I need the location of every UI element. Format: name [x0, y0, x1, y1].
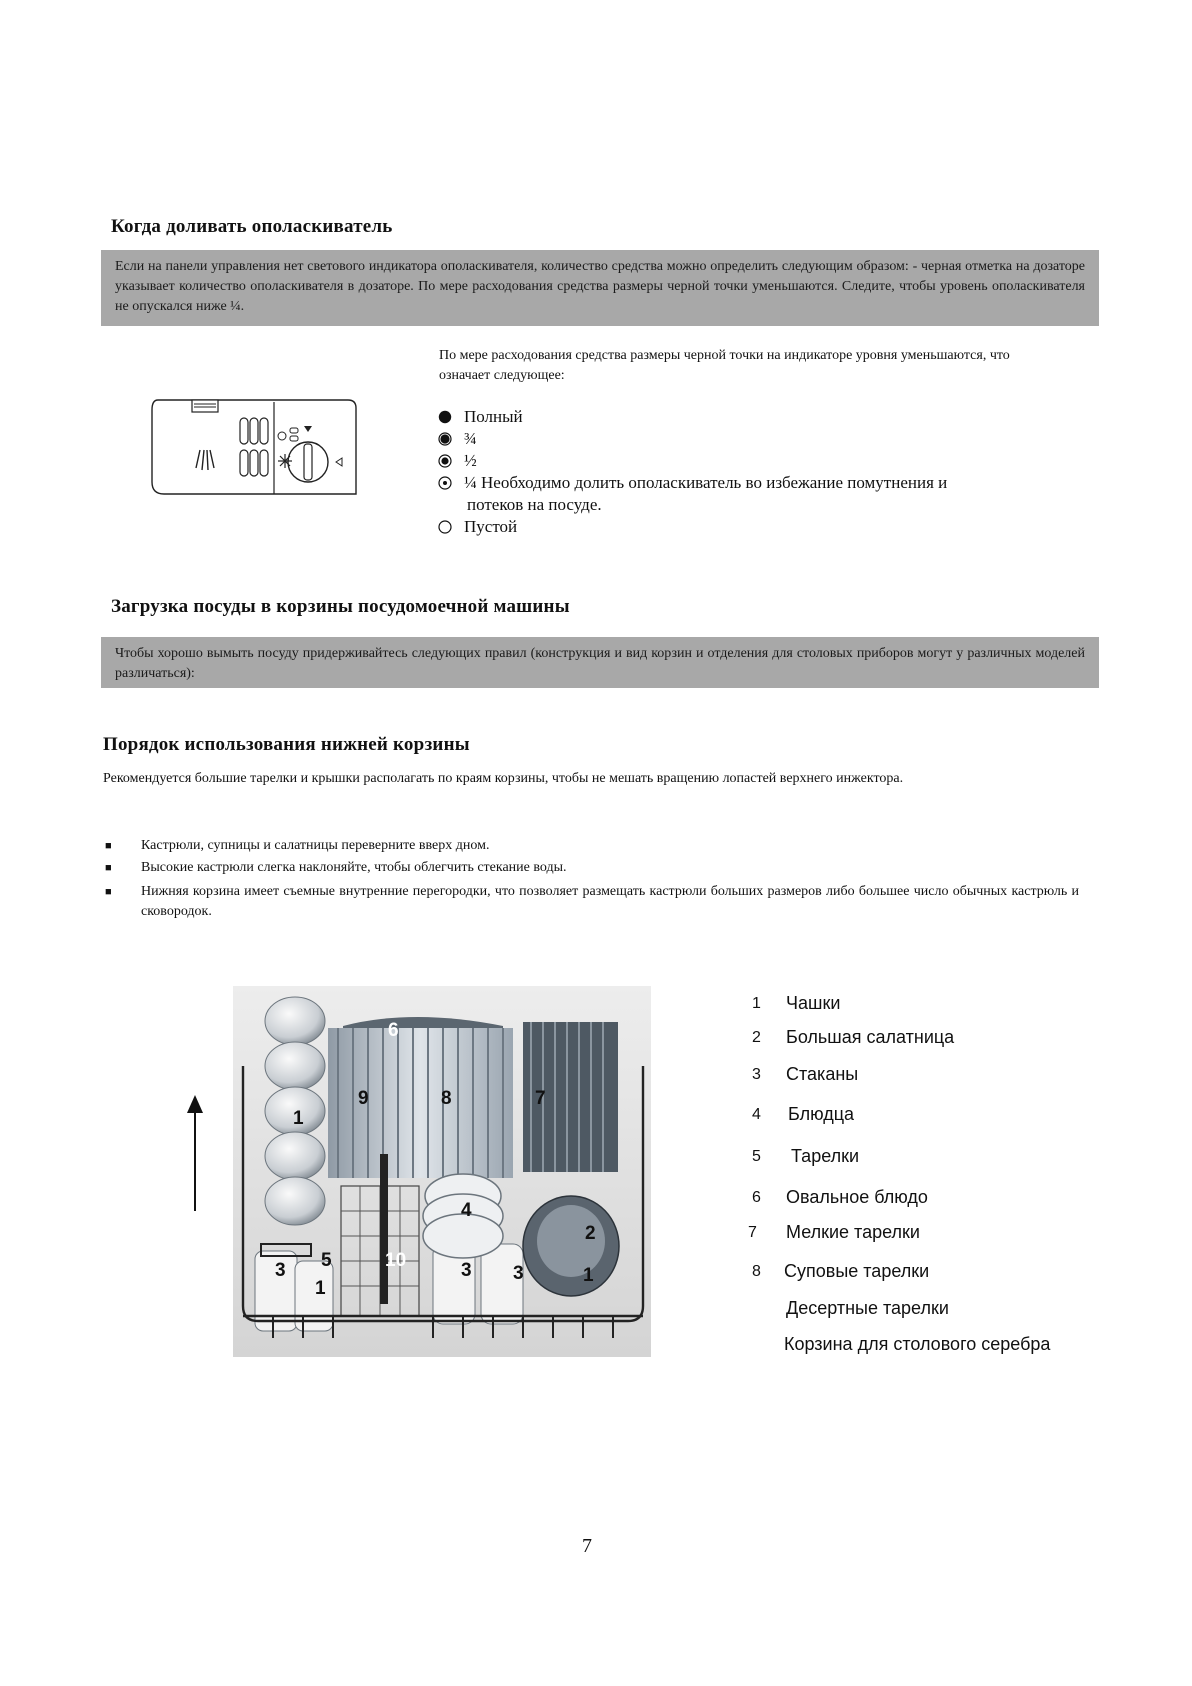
level-quarter [438, 472, 1078, 516]
dispenser-icon [150, 398, 360, 496]
level-label: ½ [464, 451, 477, 470]
bullet-item [103, 858, 1079, 878]
bullet-square-icon: ■ [105, 840, 112, 852]
info-text-loading: Чтобы хорошо вымыть посуду придерживайтесь следующих правил (конструкция и вид корзин и отделения для столовых приборов могут у различных моделей различаться): [115, 646, 1085, 681]
legend-item [752, 1146, 859, 1167]
level-half [438, 450, 1078, 472]
lower-basket-photo [233, 986, 651, 1357]
photo-label: 4 [461, 1200, 472, 1221]
bullet-square-icon: ■ [105, 862, 112, 874]
page-number: 7 [582, 1535, 592, 1557]
level-full [438, 406, 1078, 428]
photo-label: 6 [388, 1020, 399, 1041]
photo-label: 9 [358, 1088, 369, 1109]
legend-text: Суповые тарелки [784, 1261, 930, 1281]
photo-label: 3 [275, 1260, 286, 1281]
legend-item [752, 993, 840, 1014]
level-full-dot-icon [438, 410, 452, 424]
rinse-dispenser-diagram [150, 398, 360, 496]
photo-label: 3 [513, 1263, 524, 1284]
legend-number: 1 [752, 995, 761, 1012]
lower-basket-bullets [103, 836, 1079, 924]
legend-text: Корзина для столового серебра [784, 1334, 1051, 1354]
legend-number: 6 [752, 1189, 761, 1206]
bullet-square-icon: ■ [105, 886, 112, 898]
level-half-dot-icon [438, 454, 452, 468]
legend-text: Мелкие тарелки [786, 1222, 920, 1242]
legend-text: Овальное блюдо [786, 1187, 928, 1207]
legend-item [752, 1187, 928, 1208]
indicator-levels-list [438, 406, 1078, 538]
legend-item [748, 1222, 920, 1243]
legend-text: Десертные тарелки [786, 1298, 949, 1318]
level-quarter-dot-icon [438, 476, 452, 490]
legend-item [752, 1104, 854, 1125]
bullet-text: Высокие кастрюли слегка наклоняйте, чтобы облегчить стекание воды. [141, 860, 567, 875]
legend-number: 4 [752, 1106, 761, 1123]
legend-text: Стаканы [786, 1064, 859, 1084]
photo-label: 1 [583, 1265, 594, 1286]
bullet-item [103, 882, 1079, 922]
legend-text: Блюдца [788, 1104, 855, 1124]
up-arrow-icon [183, 1095, 207, 1213]
level-empty-dot-icon [438, 520, 452, 534]
level-label-continued: потеков на посуде. [467, 495, 602, 514]
level-empty [438, 516, 1078, 538]
level-label: ¾ [464, 429, 477, 448]
info-box-rinse-aid [101, 250, 1099, 326]
info-text-rinse-aid: Если на панели управления нет светового индикатора ополаскивателя, количество средства можно определить следующим образом: - черная отметка на дозаторе указывает количество ополаскивателя в дозаторе. По мере расходования средства размеры черной точки уменьшаются. Следите, чтобы уровень ополаскивателя не опускался ниже ¼. [115, 259, 1085, 314]
legend-item [752, 1298, 949, 1319]
lower-basket-intro: Рекомендуется большие тарелки и крышки располагать по краям корзины, чтобы не мешать вращению лопастей верхнего инжектора. [103, 771, 904, 786]
level-label: Пустой [464, 517, 518, 536]
legend-number: 3 [752, 1066, 761, 1083]
photo-label: 5 [321, 1250, 332, 1271]
legend-number: 5 [752, 1148, 761, 1165]
photo-label: 1 [315, 1278, 326, 1299]
photo-label: 2 [585, 1223, 596, 1244]
photo-label: 1 [293, 1108, 304, 1129]
section-title-loading: Загрузка посуды в корзины посудомоечной машины [111, 596, 570, 617]
basket-photo-illustration [233, 986, 651, 1357]
legend-item [752, 1064, 858, 1085]
legend-text: Большая салатница [786, 1027, 955, 1047]
level-label: Полный [464, 407, 523, 426]
legend-item [752, 1261, 929, 1282]
photo-label: 3 [461, 1260, 472, 1281]
section-title-lower-basket: Порядок использования нижней корзины [103, 734, 470, 755]
legend-item [784, 1334, 1050, 1355]
legend-number: 8 [752, 1263, 761, 1280]
legend-item [752, 1027, 954, 1048]
photo-label: 8 [441, 1088, 452, 1109]
legend-number: 7 [748, 1224, 757, 1241]
legend-number [752, 1298, 786, 1319]
bullet-item [103, 836, 1079, 856]
info-box-loading [101, 637, 1099, 688]
legend-number: 2 [752, 1029, 761, 1046]
level-label: ¼ Необходимо долить ополаскиватель во избежание помутнения и [464, 473, 948, 492]
legend-text: Тарелки [791, 1146, 860, 1166]
indicator-intro: По мере расходования средства размеры черной точки на индикаторе уровня уменьшаются, что означает следующее: [439, 348, 1010, 383]
photo-label: 10 [385, 1250, 407, 1271]
bullet-text: Кастрюли, супницы и салатницы переверните вверх дном. [141, 838, 490, 853]
section-title-rinse-aid: Когда доливать ополаскиватель [111, 216, 393, 237]
bullet-text: Нижняя корзина имеет съемные внутренние перегородки, что позволяет размещать кастрюли больших размеров либо большее число обычных кастрюль и сковородок. [141, 884, 1079, 919]
level-three-quarters [438, 428, 1078, 450]
legend-text: Чашки [786, 993, 841, 1013]
basket-legend [748, 990, 1132, 1360]
level-three-quarters-dot-icon [438, 432, 452, 446]
photo-label: 7 [535, 1088, 546, 1109]
